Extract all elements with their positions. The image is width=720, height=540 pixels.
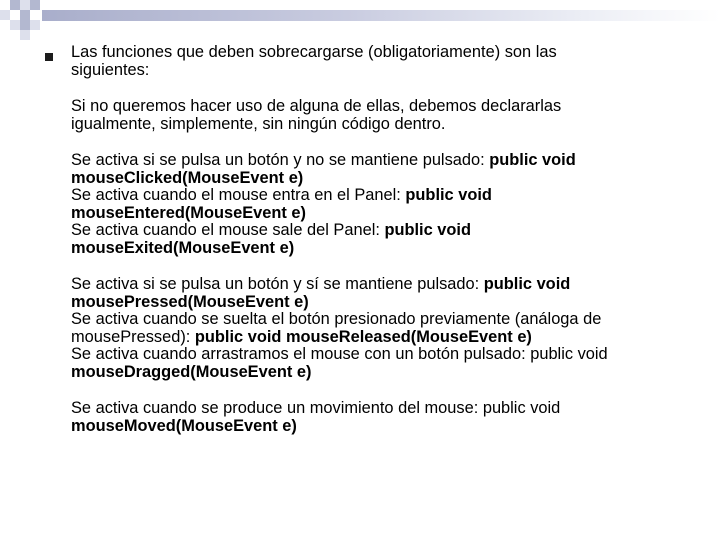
code-text: public void [405, 186, 492, 204]
code-text: mouseMoved(MouseEvent e) [71, 416, 297, 435]
text-line: Si no queremos hacer uso de alguna de ellas, debemos declararlas [71, 97, 562, 115]
code-text: mouseDragged(MouseEvent e) [71, 362, 312, 381]
description-text: Se activa si se pulsa un botón y sí se mantiene pulsado: [71, 275, 484, 293]
decor-square [0, 10, 10, 20]
decor-square [20, 0, 30, 10]
text-line [71, 311, 671, 329]
text-line [71, 276, 671, 294]
text-line [71, 152, 671, 170]
code-text: public void [483, 275, 571, 293]
text-line: siguientes: [71, 60, 150, 79]
description-text: Se activa si se pulsa un botón y no se mantiene pulsado: [71, 151, 490, 169]
text-line: Las funciones que deben sobrecargarse (obligatoriamente) son las [71, 43, 557, 61]
intro-paragraph [71, 44, 671, 79]
text-line [71, 329, 671, 347]
decor-square [30, 0, 40, 10]
decor-square [10, 20, 20, 30]
code-text: public void [489, 151, 576, 169]
header-gradient-bar [42, 10, 720, 21]
text-line [71, 240, 671, 258]
decor-square [20, 20, 30, 30]
description-text: Se activa cuando se suelta el botón presionado previamente (análoga de [71, 310, 602, 328]
note-paragraph [71, 98, 671, 133]
mouse-press-release-drag-paragraph [71, 276, 671, 381]
description-text: Se activa cuando se produce un movimiento del mouse: public void [71, 399, 561, 417]
mouse-click-enter-exit-paragraph [71, 152, 671, 257]
code-text: mouseExited(MouseEvent e) [71, 238, 295, 257]
code-text: mousePressed(MouseEvent e) [71, 292, 309, 311]
text-line [71, 418, 671, 436]
text-line [71, 346, 671, 364]
bullet-square-icon [45, 53, 53, 61]
decor-square [20, 10, 30, 20]
text-line [71, 400, 671, 418]
description-text: mousePressed): [71, 327, 195, 346]
description-text: Se activa cuando arrastramos el mouse con un botón pulsado: public void [71, 345, 608, 363]
text-line [71, 205, 671, 223]
text-line [71, 187, 671, 205]
text-line [71, 364, 671, 382]
slide-body [71, 44, 671, 454]
text-line [71, 170, 671, 188]
decor-square [20, 30, 30, 40]
text-line: igualmente, simplemente, sin ningún código dentro. [71, 114, 446, 133]
code-text: mouseClicked(MouseEvent e) [71, 168, 304, 187]
text-line [71, 294, 671, 312]
mouse-moved-paragraph [71, 400, 671, 435]
description-text: Se activa cuando el mouse entra en el Panel: [71, 186, 406, 204]
decor-square [10, 0, 20, 10]
code-text: public void [384, 221, 471, 239]
code-text: public void mouseReleased(MouseEvent e) [194, 327, 532, 346]
text-line [71, 222, 671, 240]
decor-square [30, 20, 40, 30]
code-text: mouseEntered(MouseEvent e) [71, 203, 306, 222]
description-text: Se activa cuando el mouse sale del Panel: [71, 221, 385, 239]
